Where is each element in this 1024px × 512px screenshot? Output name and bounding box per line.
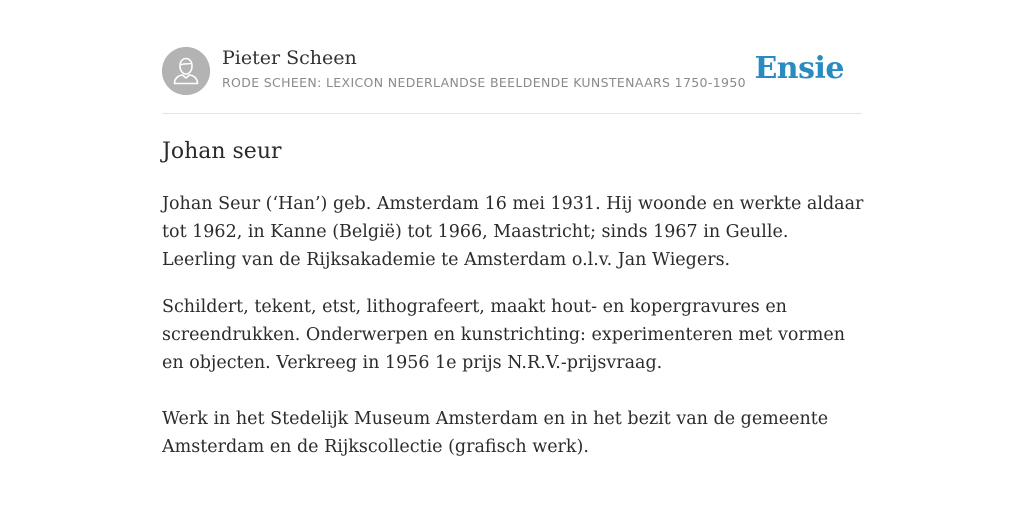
article-container: [162, 0, 864, 457]
source-title[interactable]: RODE SCHEEN: LEXICON NEDERLANDSE BEELDENDE KUNSTENAARS 1750-1950: [222, 75, 746, 90]
article-paragraph-2: Schildert, tekent, etst, lithografeert, maakt hout- en kopergravures en screendrukken. Onderwerpen en kunstrichting: experimenteren met vormen en objecten. Verkreeg in 1956 1e prijs N.R.V.-prijsvraag.: [162, 297, 845, 373]
article-paragraph-1: Johan Seur (‘Han’) geb. Amsterdam 16 mei 1931. Hij woonde en werkte aldaar tot 1962, in Kanne (België) tot 1966, Maastricht; sinds 1967 in Geulle. Leerling van de Rijksakademie te Amsterdam o.l.v. Jan Wiegers.: [162, 194, 864, 270]
author-name[interactable]: Pieter Scheen: [222, 47, 357, 69]
article-paragraph-3: Werk in het Stedelijk Museum Amsterdam en in het bezit van de gemeente Amsterdam en de Rijkscollectie (grafisch werk).: [162, 409, 829, 457]
article-title: Johan seur: [162, 139, 282, 164]
article-header: [162, 0, 862, 114]
user-icon: [162, 47, 210, 95]
ensie-logo[interactable]: Ensie: [754, 51, 844, 86]
author-avatar[interactable]: [162, 47, 210, 95]
